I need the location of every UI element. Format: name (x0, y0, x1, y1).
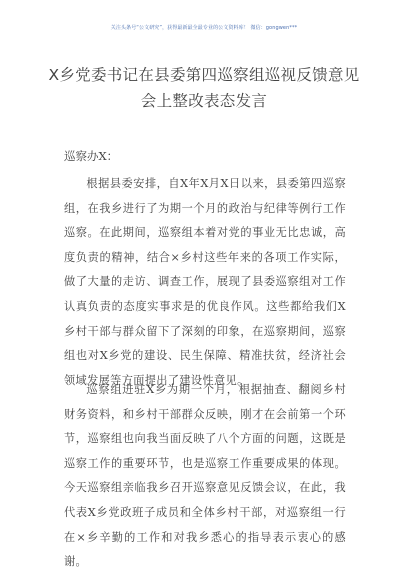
paragraph-text: 巡察组进驻X乡为期一个月，根据抽查、翻阅乡村财务资料，和乡村干部群众反映，刚才在会前第一个环节，巡察组也向我当面反映了八个方面的问题，这既是巡察工作的重要环节，也是巡察工作重要成果的体现。今天巡察组亲临我乡召开巡察意见反馈会议，在此，我代表X乡党政班子成员和全体乡村干部，对巡察组一行在×乡辛勤的工作和对我乡悉心的指导表示衷心的感谢。 (64, 383, 346, 569)
salutation: 巡察办X： (64, 149, 119, 163)
body-paragraph-1 (64, 172, 346, 393)
document-title: X乡党委书记在县委第四巡察组巡视反馈意见会上整改表态发言 (48, 66, 360, 110)
header-note: 关注头条号“公文研究”，获得最新最全最专业的公文资料库！ 微信：gongwen*** (110, 25, 298, 31)
paragraph-text: 根据县委安排，自X年X月X日以来，县委第四巡察组，在我乡进行了为期一个月的政治与纪律等例行工作巡察。在此期间，巡察组本着对党的事业无比忠诚，高度负责的精神，结合×乡村这些年来的各项工作实际，做了大量的走访、调查工作，展现了县委巡察组对工作认真负责的态度实事求是的优良作风。这些都给我们X乡村干部与群众留下了深刻的印象，在巡察期间，巡察组也对X乡党的建设、民生保障、精准扶贫，经济社会领域发展等方面提出了建设性意见。 (64, 177, 346, 387)
body-paragraph-2 (64, 378, 346, 575)
